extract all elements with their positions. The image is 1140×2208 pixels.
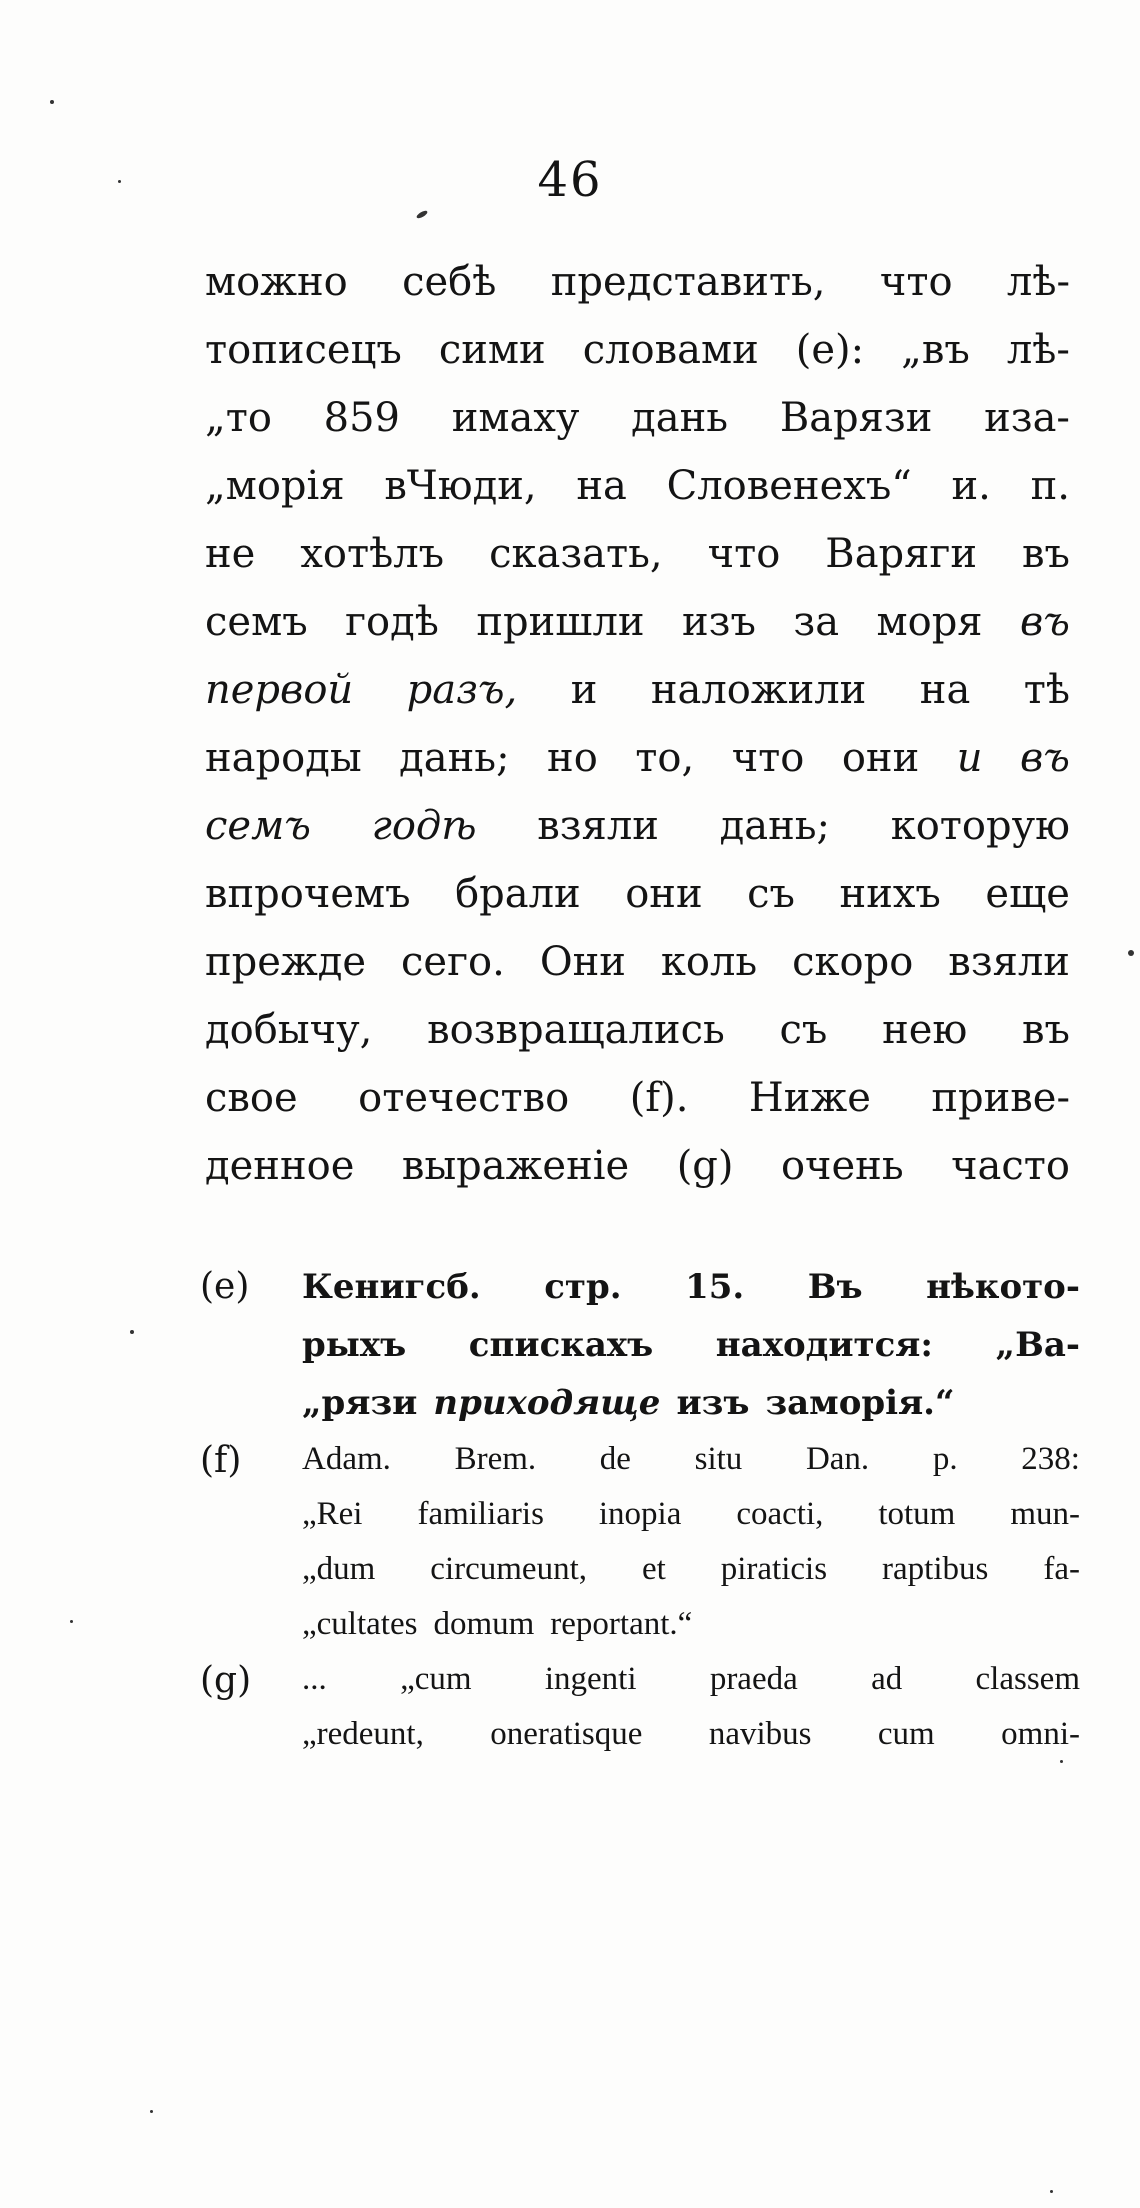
- word: приходяще: [433, 1383, 661, 1423]
- footnote-label: (e): [200, 1266, 250, 1307]
- footnote-line: [302, 1374, 1080, 1432]
- word: 859: [323, 395, 401, 441]
- scan-speck: [416, 209, 429, 219]
- word: лѣ-: [1006, 259, 1070, 305]
- word: годѣ: [371, 803, 477, 849]
- word: изъ: [681, 599, 756, 645]
- word: разъ,: [406, 667, 518, 713]
- word: моря: [876, 599, 983, 645]
- word: годѣ: [345, 599, 439, 645]
- word: словами: [582, 327, 759, 373]
- footnote-line: [302, 1597, 1080, 1652]
- word: иза-: [984, 395, 1070, 441]
- word: взяли: [948, 939, 1070, 985]
- word: очень: [780, 1143, 904, 1189]
- word: „dum: [302, 1551, 376, 1587]
- scan-speck: [130, 1330, 134, 1334]
- word: 238:: [1021, 1441, 1080, 1477]
- scan-speck: [50, 100, 54, 104]
- text-line: [205, 248, 1070, 316]
- word: inopia: [598, 1496, 682, 1532]
- word: находится:: [715, 1325, 933, 1365]
- word: въ: [1022, 1007, 1070, 1053]
- footnote: [200, 1432, 1080, 1652]
- word: что: [731, 735, 805, 781]
- word: (e):: [795, 327, 865, 373]
- word: лѣ-: [1006, 327, 1070, 373]
- footnote-line: [302, 1432, 1080, 1487]
- word: коль: [660, 939, 758, 985]
- word: которую: [890, 803, 1070, 849]
- footnote-label: (f): [200, 1440, 242, 1481]
- word: еще: [985, 871, 1070, 917]
- text-line: [205, 384, 1070, 452]
- word: familiaris: [417, 1496, 544, 1532]
- word: Adam.: [302, 1441, 391, 1477]
- text-line: [205, 316, 1070, 384]
- footnote-line: [302, 1316, 1080, 1374]
- text-line: [205, 520, 1070, 588]
- word: народы: [205, 735, 362, 781]
- word: cum: [877, 1716, 935, 1752]
- word: добычу,: [205, 1007, 373, 1053]
- word: первой: [205, 667, 354, 713]
- word: тописецъ: [205, 327, 402, 373]
- word: piraticis: [720, 1551, 828, 1587]
- word: (g): [676, 1143, 734, 1189]
- word: возвращались: [427, 1007, 725, 1053]
- text-line: [205, 724, 1070, 792]
- word: себѣ: [402, 259, 497, 305]
- word: то,: [635, 735, 695, 781]
- word: Dan.: [805, 1441, 870, 1477]
- word: raptibus: [882, 1551, 989, 1587]
- word: нѣкото-: [926, 1267, 1080, 1307]
- text-line: [205, 792, 1070, 860]
- word: впрочемъ: [205, 871, 411, 917]
- scan-speck: [70, 1620, 73, 1623]
- word: можно: [205, 259, 348, 305]
- word: „cum: [400, 1661, 472, 1697]
- word: „морія: [205, 463, 345, 509]
- text-line: [205, 1064, 1070, 1132]
- word: хотѣлъ: [300, 531, 445, 577]
- word: „рязи: [302, 1383, 418, 1423]
- word: Въ: [807, 1267, 863, 1307]
- word: представить,: [550, 259, 826, 305]
- word: изъ: [676, 1383, 750, 1423]
- footnote-line: [302, 1258, 1080, 1316]
- word: на: [576, 463, 627, 509]
- word: de: [599, 1441, 631, 1477]
- word: выраженіе: [401, 1143, 630, 1189]
- word: „Rei: [302, 1496, 363, 1532]
- word: часто: [951, 1143, 1070, 1189]
- word: они: [841, 735, 920, 781]
- word: свое: [205, 1075, 298, 1121]
- text-line: [205, 452, 1070, 520]
- word: praeda: [709, 1661, 798, 1697]
- text-line: [205, 656, 1070, 724]
- page-number: 46: [537, 152, 603, 208]
- word: взяли: [537, 803, 659, 849]
- word: приве-: [931, 1075, 1070, 1121]
- word: navibus: [708, 1716, 812, 1752]
- word: за: [793, 599, 840, 645]
- word: семъ: [205, 599, 308, 645]
- word: „cultates: [302, 1606, 418, 1642]
- word: что: [879, 259, 953, 305]
- word: totum: [878, 1496, 956, 1532]
- word: рыхъ: [302, 1325, 407, 1365]
- word: отечество: [358, 1075, 570, 1121]
- word: Варяги: [825, 531, 977, 577]
- word: спискахъ: [468, 1325, 654, 1365]
- word: семъ: [205, 803, 311, 849]
- word: et: [641, 1551, 666, 1587]
- word: съ: [779, 1007, 828, 1053]
- main-text-body: [205, 248, 1070, 1200]
- word: ...: [302, 1661, 327, 1697]
- word: въ: [1020, 599, 1070, 645]
- word: нею: [882, 1007, 968, 1053]
- word: что: [707, 531, 781, 577]
- word: Brem.: [454, 1441, 537, 1477]
- footnote-line: [302, 1542, 1080, 1597]
- word: oneratisque: [490, 1716, 643, 1752]
- text-line: [205, 1132, 1070, 1200]
- word: fa-: [1043, 1551, 1080, 1587]
- word: прежде: [205, 939, 367, 985]
- word: пришли: [476, 599, 645, 645]
- word: имаху: [451, 395, 580, 441]
- text-line: [205, 588, 1070, 656]
- word: вЧюди,: [384, 463, 537, 509]
- word: и: [570, 667, 598, 713]
- word: „Ва-: [995, 1325, 1080, 1365]
- word: „redeunt,: [302, 1716, 424, 1752]
- word: и.: [951, 463, 991, 509]
- word: стр.: [544, 1267, 622, 1307]
- word: (f).: [629, 1075, 689, 1121]
- footnote: [200, 1258, 1080, 1432]
- word: наложили: [650, 667, 867, 713]
- word: reportant.“: [550, 1606, 693, 1642]
- word: coacti,: [736, 1496, 824, 1532]
- word: на: [919, 667, 971, 713]
- word: Варязи: [779, 395, 933, 441]
- word: заморія.“: [765, 1383, 955, 1423]
- word: скоро: [792, 939, 914, 985]
- word: они: [625, 871, 703, 917]
- word: Ниже: [748, 1075, 871, 1121]
- word: сказать,: [489, 531, 663, 577]
- word: situ: [694, 1441, 743, 1477]
- word: „въ: [901, 327, 970, 373]
- word: domum: [433, 1606, 535, 1642]
- footnote: [200, 1652, 1080, 1762]
- text-line: [205, 860, 1070, 928]
- footnote-text: [302, 1258, 1080, 1432]
- footnote-text: [302, 1432, 1080, 1652]
- word: дань;: [399, 735, 510, 781]
- text-line: [205, 996, 1070, 1064]
- word: въ: [1019, 735, 1070, 781]
- word: ingenti: [544, 1661, 637, 1697]
- scan-speck: [150, 2110, 153, 2113]
- word: сими: [438, 327, 546, 373]
- footnote-line: [302, 1652, 1080, 1707]
- word: 15.: [685, 1267, 745, 1307]
- scan-speck: [1128, 950, 1134, 956]
- word: денное: [205, 1143, 355, 1189]
- word: дань: [631, 395, 729, 441]
- word: тѣ: [1023, 667, 1070, 713]
- footnote-text: [302, 1652, 1080, 1762]
- scan-speck: [1050, 2190, 1053, 2193]
- word: но: [547, 735, 598, 781]
- word: сего.: [401, 939, 505, 985]
- text-line: [205, 928, 1070, 996]
- word: Они: [539, 939, 626, 985]
- word: circumeunt,: [430, 1551, 587, 1587]
- word: Кенигсб.: [302, 1267, 481, 1307]
- word: и: [956, 735, 983, 781]
- word: нихъ: [839, 871, 941, 917]
- word: Словенехъ“: [666, 463, 912, 509]
- scan-speck: [118, 180, 121, 183]
- word: classem: [975, 1661, 1080, 1697]
- word: брали: [455, 871, 581, 917]
- footnote-line: [302, 1487, 1080, 1542]
- word: въ: [1022, 531, 1070, 577]
- footnote-label: (g): [200, 1660, 252, 1701]
- word: p.: [932, 1441, 958, 1477]
- word: mun-: [1010, 1496, 1080, 1532]
- footnotes: [200, 1258, 1080, 1762]
- footnote-line: [302, 1707, 1080, 1762]
- word: omni-: [1001, 1716, 1080, 1752]
- scan-speck: [1060, 1760, 1063, 1763]
- word: „то: [205, 395, 272, 441]
- word: ad: [871, 1661, 903, 1697]
- word: дань;: [719, 803, 830, 849]
- word: п.: [1030, 463, 1070, 509]
- word: съ: [747, 871, 796, 917]
- word: не: [205, 531, 256, 577]
